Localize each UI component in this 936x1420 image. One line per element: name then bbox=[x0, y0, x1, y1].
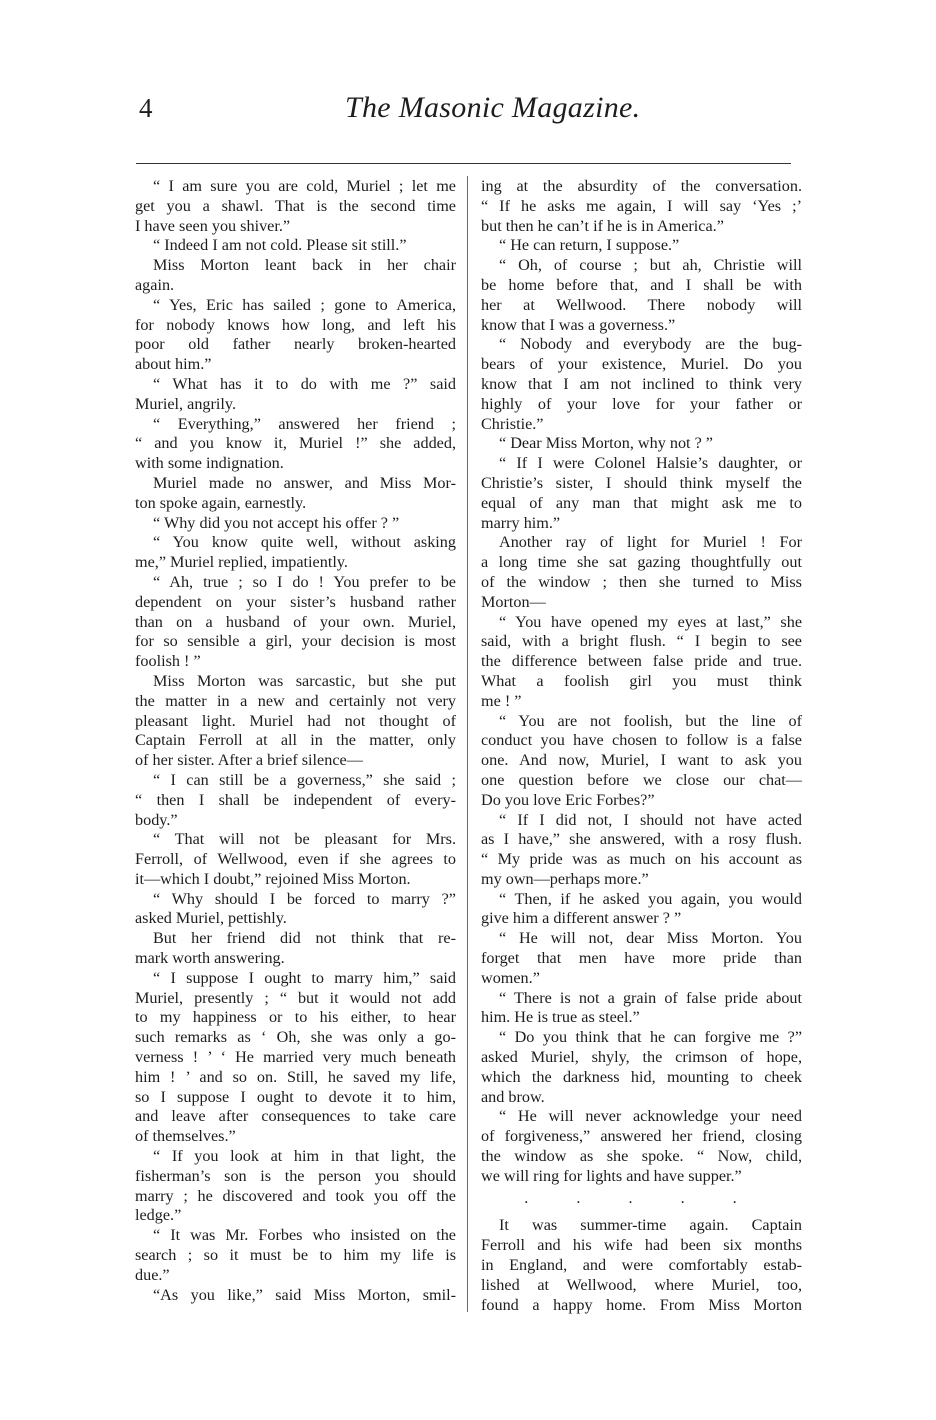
text-line: marry him.” bbox=[481, 513, 561, 532]
text-line: Muriel made no answer, and Miss Mor- bbox=[153, 473, 456, 492]
text-line: asked Muriel, pettishly. bbox=[135, 909, 287, 928]
text-line: again. bbox=[135, 275, 175, 294]
text-line: know that I am not inclined to think very bbox=[481, 374, 802, 393]
text-line: “ Do you think that he can forgive me ?” bbox=[499, 1028, 802, 1047]
text-line: asked Muriel, shyly, the crimson of hope, bbox=[481, 1048, 802, 1067]
text-line: But her friend did not think that re- bbox=[153, 929, 456, 948]
text-line: “ If I did not, I should not have acted bbox=[499, 810, 802, 829]
text-line: “ If he asks me again, I will say ‘Yes ;’ bbox=[481, 196, 802, 215]
page-number: 4 bbox=[139, 93, 153, 123]
text-line: “ I suppose I ought to marry him,” said bbox=[153, 968, 456, 987]
text-line: “ Dear Miss Morton, why not ? ” bbox=[499, 434, 713, 453]
text-line: highly of your love for your father or bbox=[481, 394, 802, 413]
text-line: “ He will never acknowledge your need bbox=[499, 1107, 802, 1126]
text-line: conduct you have chosen to follow is a false bbox=[481, 731, 802, 750]
text-line: Another ray of light for Muriel ! For bbox=[499, 533, 802, 552]
text-line: one. And now, Muriel, I want to ask you bbox=[481, 751, 802, 770]
text-line: ledge.” bbox=[135, 1206, 182, 1225]
text-line: forget that men have more pride than bbox=[481, 949, 802, 968]
text-line: Ferroll and his wife had been six months bbox=[481, 1236, 802, 1255]
text-line: “ I am sure you are cold, Muriel ; let me bbox=[153, 177, 456, 195]
text-line: of her sister. After a brief silence— bbox=[135, 751, 363, 770]
text-line: “ Why did you not accept his offer ? ” bbox=[153, 513, 400, 532]
text-line: the matter in a new and certainly not very bbox=[135, 691, 456, 710]
text-line: my own—perhaps more.” bbox=[481, 869, 649, 888]
section-separator: . . . . . bbox=[524, 1188, 759, 1207]
text-line: Ferroll, of Wellwood, even if she agrees to bbox=[135, 850, 456, 869]
text-line: “ I can still be a governess,” she said ; bbox=[153, 770, 456, 789]
text-line: give him a different answer ? ” bbox=[481, 909, 682, 928]
text-line: “ Ah, true ; so I do ! You prefer to be bbox=[153, 572, 456, 591]
text-line: fisherman’s son is the person you should bbox=[135, 1166, 456, 1185]
text-line: foolish ! ” bbox=[135, 652, 201, 671]
text-line: me ! ” bbox=[481, 691, 522, 710]
text-line: “ My pride was as much on his account as bbox=[481, 850, 802, 869]
text-line: “ You are not foolish, but the line of bbox=[499, 711, 802, 730]
text-line: It was summer-time again. Captain bbox=[499, 1216, 802, 1235]
text-line: bears of your existence, Muriel. Do you bbox=[481, 355, 802, 374]
text-line: “ There is not a grain of false pride about bbox=[499, 988, 802, 1007]
text-line: marry ; he discovered and took you off the bbox=[135, 1186, 456, 1205]
text-line: “ Oh, of course ; but ah, Christie will bbox=[499, 256, 802, 275]
text-line: Muriel, presently ; “ but it would not add bbox=[135, 988, 456, 1007]
text-line: “ That will not be pleasant for Mrs. bbox=[153, 830, 456, 849]
text-line: so I suppose I ought to devote it to him, bbox=[135, 1087, 456, 1106]
text-line: a long time she sat gazing thoughtfully out bbox=[481, 553, 802, 572]
text-line: me,” Muriel replied, impatiently. bbox=[135, 553, 348, 572]
text-line: women.” bbox=[481, 968, 540, 987]
text-line: Miss Morton leant back in her chair bbox=[153, 256, 456, 275]
text-line: as I have,” she answered, with a rosy flush. bbox=[481, 830, 802, 849]
text-line: “ and you know it, Muriel !” she added, bbox=[135, 434, 456, 453]
text-line: “ Why should I be forced to marry ?” bbox=[153, 889, 456, 908]
text-line: get you a shawl. That is the second time bbox=[135, 196, 456, 215]
text-line: Miss Morton was sarcastic, but she put bbox=[153, 671, 456, 690]
text-line: ing at the absurdity of the conversation. bbox=[481, 177, 802, 195]
text-line: Muriel, angrily. bbox=[135, 394, 236, 413]
text-line: said, with a bright flush. “ I begin to see bbox=[481, 632, 802, 651]
text-line: “ If I were Colonel Halsie’s daughter, or bbox=[499, 454, 802, 473]
text-line: “ You know quite well, without asking bbox=[153, 533, 456, 552]
text-line: it—which I doubt,” rejoined Miss Morton. bbox=[135, 869, 411, 888]
text-line: about him.” bbox=[135, 355, 212, 374]
text-line: search ; so it must be to him my life is bbox=[135, 1246, 456, 1265]
text-line: be home before that, and I shall be with bbox=[481, 275, 802, 294]
text-line: Do you love Eric Forbes?” bbox=[481, 790, 655, 809]
text-line: in England, and were comfortably estab- bbox=[481, 1256, 802, 1275]
text-line: for nobody knows how long, and left his bbox=[135, 315, 456, 334]
text-line: “ He will not, dear Miss Morton. You bbox=[499, 929, 802, 948]
text-line: her at Wellwood. There nobody will bbox=[481, 295, 802, 314]
text-line: equal of any man that might ask me to bbox=[481, 493, 802, 512]
text-line: What a foolish girl you must think bbox=[481, 671, 802, 690]
text-line: of themselves.” bbox=[135, 1127, 236, 1146]
text-line: “ then I shall be independent of every- bbox=[135, 790, 456, 809]
left-column bbox=[135, 177, 456, 1305]
text-line: “ He can return, I suppose.” bbox=[499, 236, 680, 255]
text-line: “ What has it to do with me ?” said bbox=[153, 374, 456, 393]
text-line: found a happy home. From Miss Morton bbox=[481, 1295, 802, 1314]
text-line: of forgiveness,” answered her friend, closing bbox=[481, 1127, 802, 1146]
text-line: “ Yes, Eric has sailed ; gone to America, bbox=[153, 295, 456, 314]
text-line: “ Indeed I am not cold. Please sit still.” bbox=[153, 236, 407, 255]
text-line: lished at Wellwood, where Muriel, too, bbox=[481, 1275, 802, 1294]
text-line: Christie’s sister, I should think myself the bbox=[481, 473, 802, 492]
text-line: ton spoke again, earnestly. bbox=[135, 493, 307, 512]
text-line: the difference between false pride and true. bbox=[481, 652, 802, 671]
text-line: for so sensible a girl, your decision is most bbox=[135, 632, 456, 651]
text-line: due.” bbox=[135, 1265, 170, 1284]
text-line: one question before we close our chat— bbox=[481, 770, 802, 789]
text-line: such remarks as ‘ Oh, she was only a go- bbox=[135, 1028, 456, 1047]
text-line: of the window ; then she turned to Miss bbox=[481, 572, 802, 591]
text-line: but then he can’t if he is in America.” bbox=[481, 216, 724, 235]
text-line: Captain Ferroll at all in the matter, only bbox=[135, 731, 456, 750]
text-line: “As you like,” said Miss Morton, smil- bbox=[153, 1285, 456, 1304]
text-line: Morton— bbox=[481, 592, 546, 611]
right-column bbox=[481, 177, 802, 1315]
text-line: pleasant light. Muriel had not thought of bbox=[135, 711, 456, 730]
column-divider bbox=[467, 176, 468, 1312]
text-line: Christie.” bbox=[481, 414, 544, 433]
text-line: which the darkness hid, mounting to cheek bbox=[481, 1067, 802, 1086]
text-line: the window as she spoke. “ Now, child, bbox=[481, 1147, 802, 1166]
text-line: poor old father nearly broken-hearted bbox=[135, 335, 456, 354]
text-line: verness ! ’ ‘ He married very much beneath bbox=[135, 1048, 456, 1067]
text-line: know that I was a governess.” bbox=[481, 315, 676, 334]
header-rule bbox=[136, 163, 791, 164]
text-line: him. He is true as steel.” bbox=[481, 1008, 640, 1027]
running-title: The Masonic Magazine. bbox=[345, 91, 641, 124]
text-line: “ Everything,” answered her friend ; bbox=[153, 414, 456, 433]
text-line: him ! ’ and so on. Still, he saved my life, bbox=[135, 1067, 456, 1086]
text-line: body.” bbox=[135, 810, 178, 829]
text-line: “ You have opened my eyes at last,” she bbox=[499, 612, 802, 631]
text-line: “ It was Mr. Forbes who insisted on the bbox=[153, 1226, 456, 1245]
text-line: “ If you look at him in that light, the bbox=[153, 1147, 456, 1166]
text-line: with some indignation. bbox=[135, 454, 284, 473]
text-line: than on a husband of your own. Muriel, bbox=[135, 612, 456, 631]
text-line: “ Then, if he asked you again, you would bbox=[499, 889, 802, 908]
text-line: I have seen you shiver.” bbox=[135, 216, 291, 235]
text-line: and leave after consequences to take care bbox=[135, 1107, 456, 1126]
text-line: and brow. bbox=[481, 1087, 545, 1106]
text-line: “ Nobody and everybody are the bug- bbox=[499, 335, 802, 354]
text-line: we will ring for lights and have supper.” bbox=[481, 1166, 742, 1185]
text-line: dependent on your sister’s husband rather bbox=[135, 592, 456, 611]
text-line: mark worth answering. bbox=[135, 949, 285, 968]
text-line: to my happiness or to his either, to hear bbox=[135, 1008, 456, 1027]
